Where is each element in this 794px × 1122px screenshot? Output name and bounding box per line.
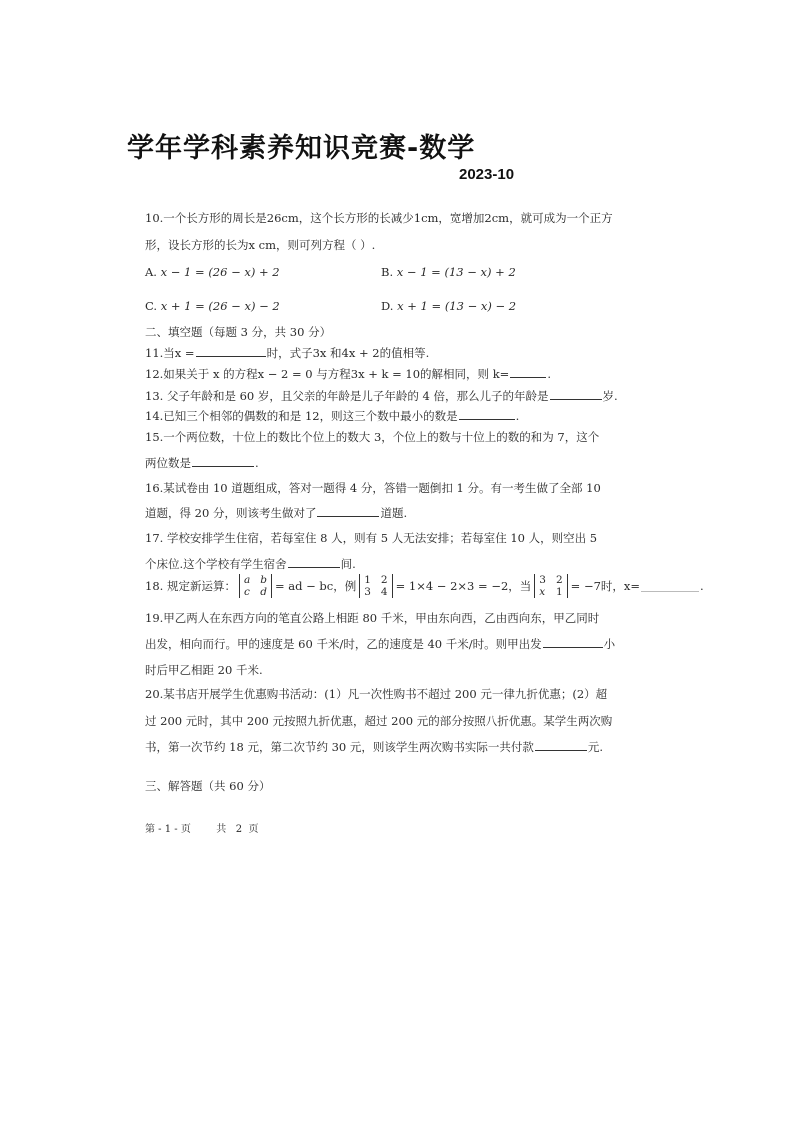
answer-blank[interactable] [543,637,603,648]
q13-suffix: 岁. [602,389,618,403]
exam-date: 2023-10 [459,166,515,183]
answer-blank[interactable] [550,389,602,400]
option-label: B. [381,265,394,279]
q19-prefix: 出发，相向而行。甲的速度是 60 千米/时，乙的速度是 40 千米/时。则甲出发 [145,637,542,651]
answer-blank[interactable] [459,409,515,420]
q10-stem-line-2: 形，设长方形的长为x cm，则可列方程（ ）. [145,238,376,252]
option-expression: x + 1 = (13 − x) − 2 [397,299,517,313]
q14 [145,408,519,424]
section-heading-answers: 三、解答题（共 60 分） [145,779,271,793]
q10-option-d [381,299,516,313]
option-expression: x + 1 = (26 − x) − 2 [160,299,280,313]
det-cell: b [260,573,267,586]
q13 [145,388,618,404]
section-heading-fill-in: 二、填空题（每题 3 分，共 30 分） [145,325,332,339]
det-cell: c [243,585,250,598]
det-cell: 1 [364,573,371,586]
q16-line-2 [145,505,407,521]
det-cell: 2 [555,573,563,586]
option-expression: x − 1 = (13 − x) + 2 [396,265,516,279]
q19-line-3: 时后甲乙相距 20 千米. [145,663,263,677]
determinant-condition [534,574,567,598]
q19-line-1: 19.甲乙两人在东西方向的笔直公路上相距 80 千米，甲由东向西，乙由西向东，甲乙同时 [145,611,600,625]
option-label: A. [145,265,157,279]
q15-line-1: 15.一个两位数，十位上的数比个位上的数大 3，个位上的数与十位上的数的和为 7，这个 [145,430,600,444]
det-cell: d [260,585,267,598]
q17-suffix: 间. [340,557,356,571]
q14-prefix: 14.已知三个相邻的偶数的和是 12，则这三个数中最小的数是 [145,409,458,423]
q18-prefix: 18. 规定新运算： [145,579,236,593]
q10-option-c [145,299,280,313]
q18 [145,574,704,598]
determinant-example [359,574,392,598]
determinant-definition [239,574,272,598]
q10-option-b [381,265,516,279]
q15-suffix: . [255,456,259,470]
answer-blank[interactable] [288,557,340,568]
det-cell: 2 [380,573,388,586]
q16-line-1: 16.某试卷由 10 道题组成，答对一题得 4 分，答错一题倒扣 1 分。有一考生做了全部 10 [145,481,601,495]
det-cell: x [539,585,546,598]
det-cell: 4 [380,585,388,598]
q11-prefix: 11.当x = [145,346,195,360]
q19-line-2 [145,636,615,652]
q11 [145,345,429,361]
q14-suffix: . [515,409,520,423]
option-expression: x − 1 = (26 − x) + 2 [160,265,280,279]
q10-stem-line-1: 10.一个长方形的周长是26cm，这个长方形的长减少1cm，宽增加2cm，就可成为一个正方 [145,211,613,225]
q11-suffix: 时，式子3x 和4x + 2的值相等. [266,346,430,360]
answer-blank[interactable] [510,367,546,378]
answer-blank[interactable] [192,456,254,467]
q10-option-a [145,265,280,279]
q19-suffix: 小 [603,637,616,651]
answer-blank[interactable] [641,581,699,592]
q16-suffix: 道题. [380,506,408,520]
q12-suffix: . [547,367,551,381]
q12-prefix: 12.如果关于 x 的方程x − 2 = 0 与方程3x + k = 10的解相同，则 k= [145,367,510,381]
q15-prefix: 两位数是 [145,456,191,470]
page-title: 学年学科素养知识竞赛-数学 [127,133,476,164]
q18-cond-result: = −7时，x= [570,579,641,593]
q13-prefix: 13. 父子年龄和是 60 岁，且父亲的年龄是儿子年龄的 4 倍，那么儿子的年龄是 [145,389,549,403]
q17-prefix: 个床位.这个学校有学生宿舍 [145,557,287,571]
det-cell: 3 [539,573,546,586]
answer-blank[interactable] [196,346,266,357]
q17-line-1: 17. 学校安排学生住宿，若每室住 8 人，则有 5 人无法安排；若每室住 10 人，则空出 5 [145,531,598,545]
page-footer: 第 - 1 - 页 共 2 页 [145,824,259,835]
q15-line-2 [145,455,259,471]
option-label: C. [145,299,158,313]
q20-line-1: 20.某书店开展学生优惠购书活动：(1）凡一次性购书不超过 200 元一律九折优惠；(2）超 [145,687,608,701]
q17-line-2 [145,556,356,572]
q18-def-result: = ad − bc，例 [274,579,357,593]
det-cell: a [243,573,251,586]
q20-line-2: 过 200 元时，其中 200 元按照九折优惠，超过 200 元的部分按照八折优惠。某学生两次购 [145,714,613,728]
q12 [145,366,551,382]
q20-line-3 [145,739,603,755]
q18-ex-result: = 1×4 − 2×3 = −2，当 [395,579,532,593]
q20-prefix: 书，第一次节约 18 元，第二次节约 30 元，则该学生两次购书实际一共付款 [145,740,534,754]
answer-blank[interactable] [317,506,379,517]
det-cell: 3 [364,585,371,598]
option-label: D. [381,299,394,313]
det-cell: 1 [555,585,563,598]
answer-blank[interactable] [535,740,587,751]
q20-suffix: 元. [587,740,604,754]
q18-suffix: . [700,579,704,593]
q16-prefix: 道题，得 20 分，则该考生做对了 [145,506,317,520]
